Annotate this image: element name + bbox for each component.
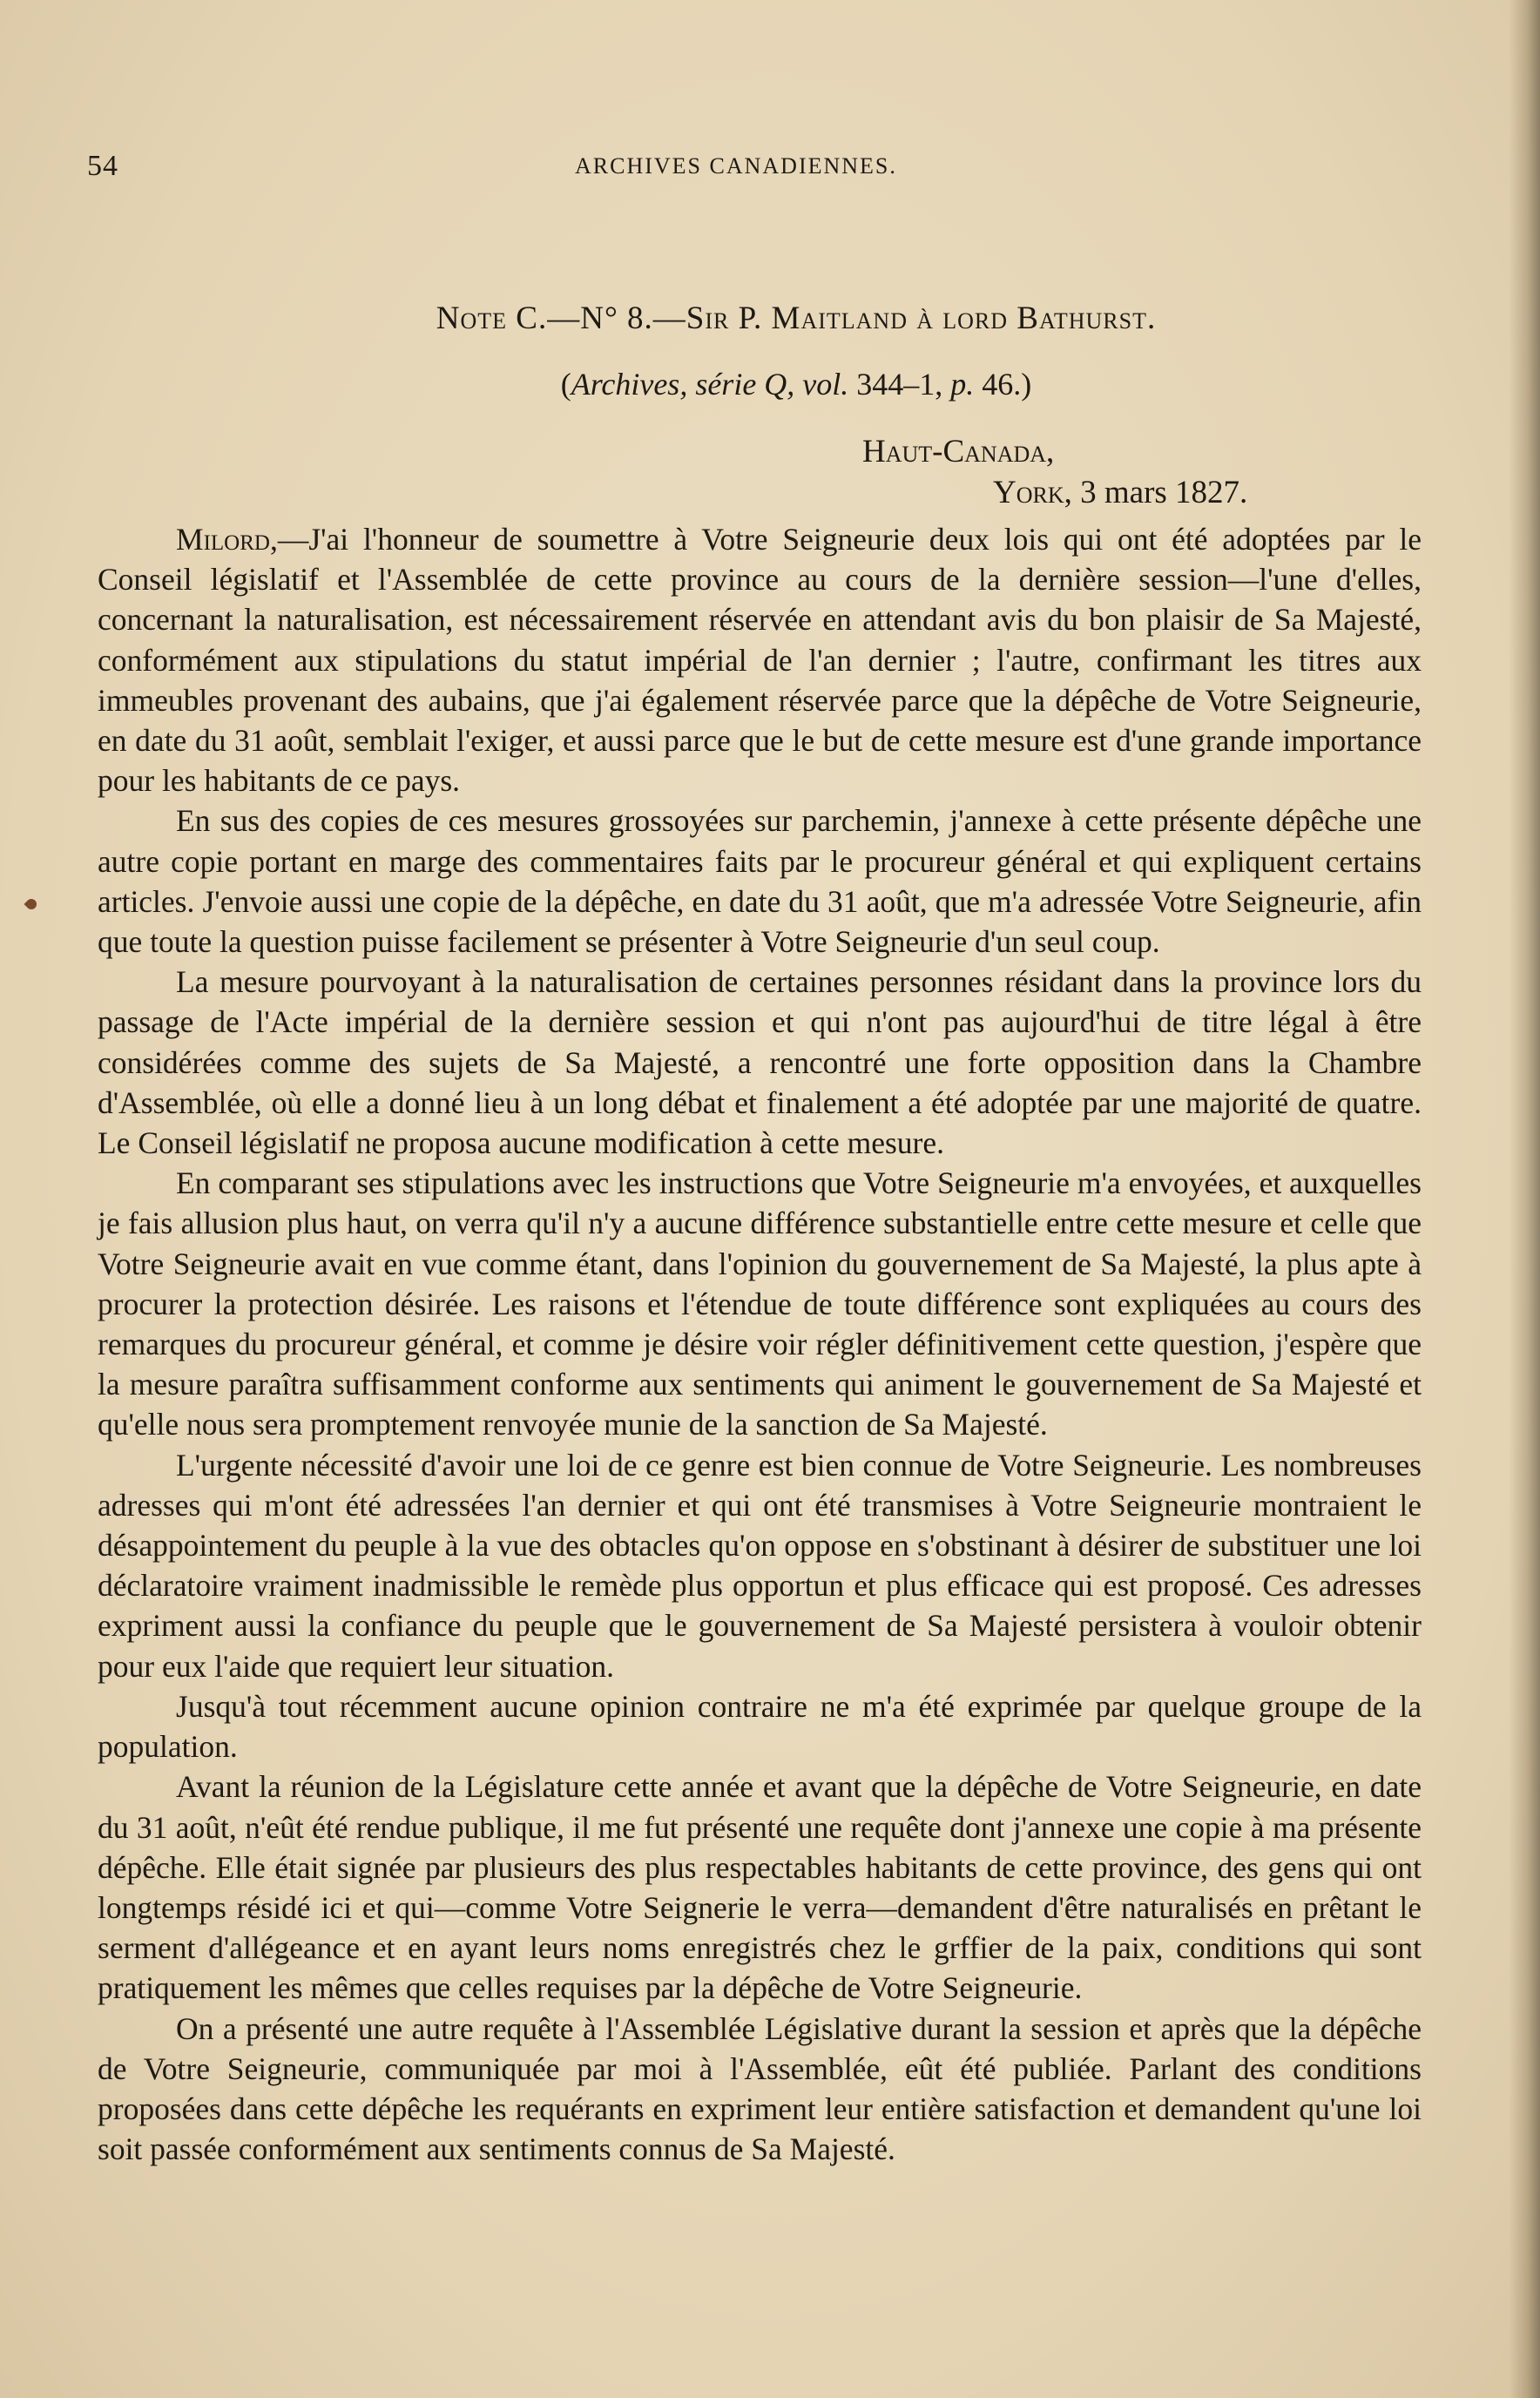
source-page: 46.) bbox=[974, 367, 1032, 402]
paragraph-1 bbox=[98, 519, 1422, 800]
letter-body bbox=[98, 519, 1422, 2169]
paragraph-2: En sus des copies de ces mesures grossoyées sur parchemin, j'annexe à cette présente dépêche une autre copie portant en marge des commentaires faits par le procureur général et qui expliquent certains articles. J'envoie aussi une copie de la dépêche, en date du 31 août, que m'a adressée Votre Seigneurie, afin que toute la question puisse facilement se présenter à Votre Seigneurie d'un seul coup. bbox=[98, 803, 1422, 960]
page-edge-shadow bbox=[1509, 0, 1540, 2398]
dateline bbox=[862, 432, 1315, 513]
salutation: Milord, bbox=[176, 522, 278, 557]
dateline-place: Haut-Canada, bbox=[862, 434, 1055, 469]
paragraph-5: L'urgente nécessité d'avoir une loi de ce genre est bien connue de Votre Seigneurie. Les nombreuses adresses qui m'ont été adressées l'an dernier et qui ont été transmises à Votre Seigneurie montraient le désappointement du peuple à la vue des obtacles qu'on oppose en s'obstinant à désirer de substituer une loi déclaratoire vraiment inadmissible le remède plus opportun et plus efficace qui est proposé. Ces adresses expriment aussi la confiance du peuple que le gouvernement de Sa Majesté persistera à vouloir obtenir pour eux l'aide que requiert leur situation. bbox=[98, 1447, 1422, 1684]
dateline-date: 3 mars 1827. bbox=[1071, 474, 1248, 510]
note-title: Note C.—N° 8.—Sir P. Maitland à lord Bathurst. bbox=[436, 301, 1157, 336]
running-header bbox=[87, 150, 1402, 193]
paragraph-8: On a présenté une autre requête à l'Assemblée Législative durant la session et après que la dépêche de Votre Seigneurie, communiquée par moi à l'Assemblée, eût été publiée. Parlant des conditions proposées dans cette dépêche les requérants en expriment leur entière satisfaction et demandent qu'une loi soit passée conformément aux sentiments connus de Sa Majesté. bbox=[98, 2010, 1422, 2167]
source-page-label: p. bbox=[950, 367, 975, 402]
source-open-paren: ( bbox=[560, 367, 571, 402]
source-archives: Archives, série Q, vol. bbox=[571, 367, 849, 402]
source-volume: 344–1, bbox=[848, 367, 951, 402]
page-number: 54 bbox=[87, 150, 118, 182]
paragraph-3: La mesure pourvoyant à la naturalisation de certaines personnes résidant dans la province lors du passage de l'Acte impérial de la dernière session et qui n'ont pas aujourd'hui de titre légal à être considérées comme des sujets de Sa Majesté, a rencontré une forte opposition dans la Chambre d'Assemblée, où elle a donné lieu à un long débat et finalement a été adoptée par une majorité de quatre. Le Conseil législatif ne proposa aucune modification à cette mesure. bbox=[98, 964, 1422, 1161]
dateline-city: York, bbox=[993, 474, 1072, 510]
paragraph-7: Avant la réunion de la Législature cette année et avant que la dépêche de Votre Seigneurie, en date du 31 août, n'eût été rendue publique, il me fut présenté une requête dont j'annexe une copie à ma présente dépêche. Elle était signée par plusieurs des plus respectables habitants de cette province, des gens qui ont longtemps résidé ici et qui—comme Votre Seignerie le verra—demandent d'être naturalisés en prêtant le serment d'allégeance et en ayant leurs noms enregistrés chez le grffier de la paix, conditions qui sont pratiquement les mêmes que celles requises par la dépêche de Votre Seigneurie. bbox=[98, 1769, 1422, 2006]
source-reference bbox=[0, 366, 1540, 402]
running-title: ARCHIVES CANADIENNES. bbox=[575, 153, 897, 179]
dateline-date-row bbox=[862, 473, 1315, 514]
paragraph-1-text: —J'ai l'honneur de soumettre à Votre Seigneurie deux lois qui ont été adoptées par le Conseil législatif et l'Assemblée de cette province au cours de la dernière session—l'une d'elles, concernant la naturalisation, est nécessairement réservée en attendant avis du bon plaisir de Sa Majesté, conformément aux stipulations du statut impérial de l'an dernier ; l'autre, confirmant les titres aux immeubles provenant des aubains, que j'ai également réservée parce que la dépêche de Votre Seigneurie, en date du 31 août, semblait l'exiger, et aussi parce que le but de cette mesure est d'une grande importance pour les habitants de ce pays. bbox=[98, 522, 1422, 799]
margin-ink-mark bbox=[24, 897, 39, 912]
paragraph-6: Jusqu'à tout récemment aucune opinion contraire ne m'a été exprimée par quelque groupe de la population. bbox=[98, 1688, 1422, 1765]
paragraph-4: En comparant ses stipulations avec les instructions que Votre Seigneurie m'a envoyées, et auxquelles je fais allusion plus haut, on verra qu'il n'y a aucune différence substantielle entre cette mesure et celle que Votre Seigneurie avait en vue comme étant, dans l'opinion du gouvernement de Sa Majesté, la plus apte à procurer la protection désirée. Les raisons et l'étendue de toute différence sont expliquées au cours des remarques du procureur général, et comme je désire voir régler définitivement cette question, j'espère que la mesure paraîtra suffisamment conforme aux sentiments qui animent le gouvernement de Sa Majesté et qu'elle nous sera promptement renvoyée munie de la sanction de Sa Majesté. bbox=[98, 1165, 1422, 1442]
